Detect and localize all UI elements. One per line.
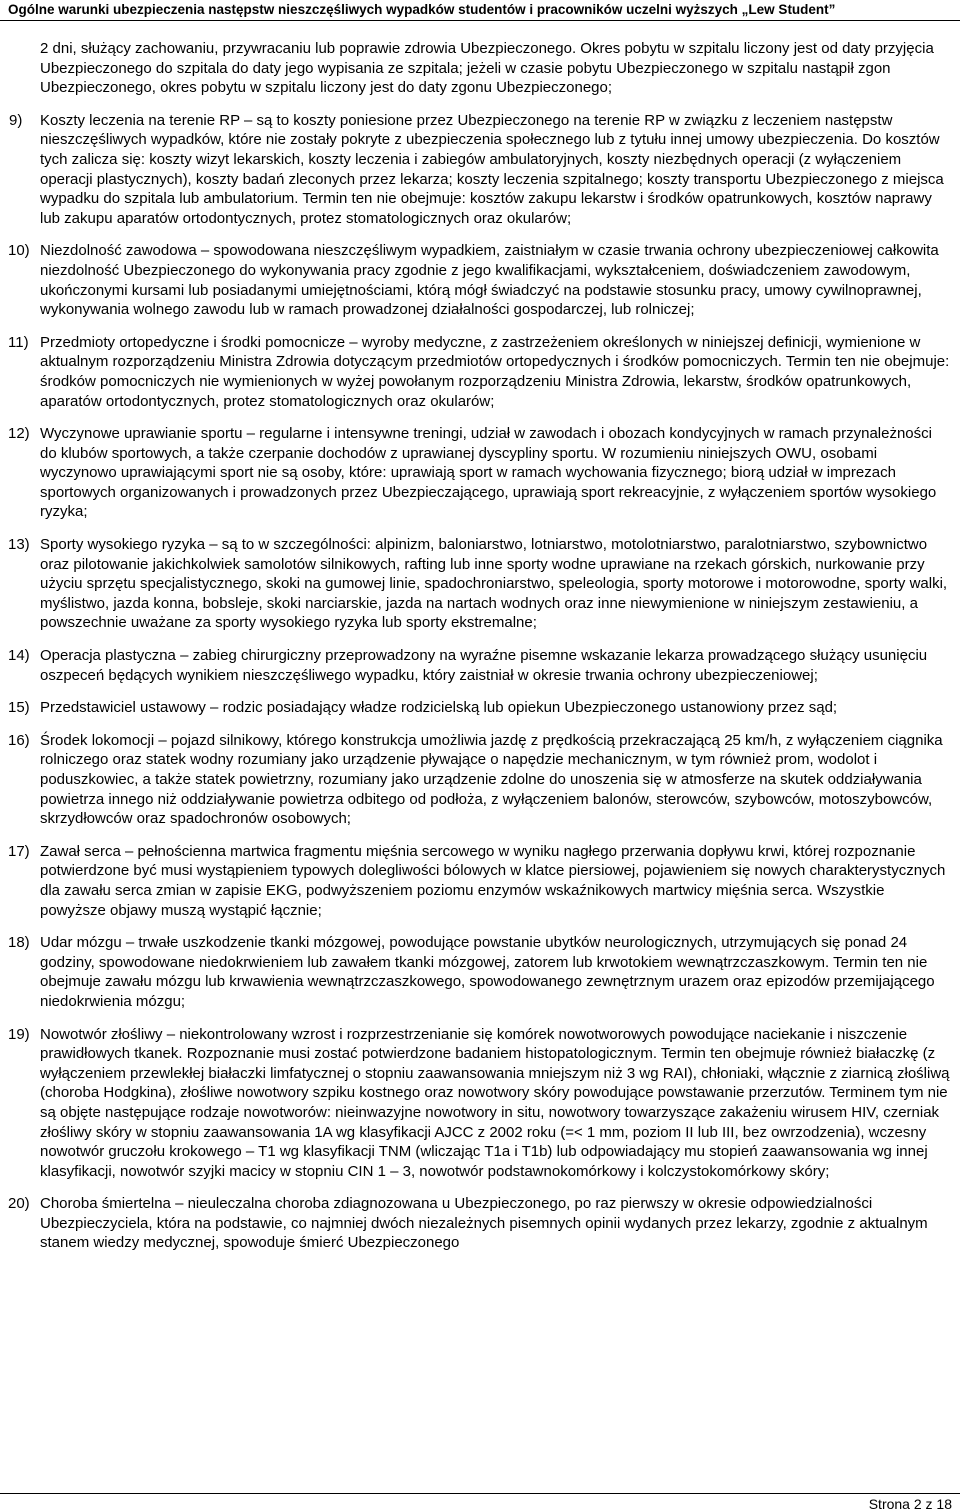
definition-text: Zawał serca – pełnościenna martwica fragmentu mięśnia sercowego w wyniku nagłego przerwania dopływu krwi, której rozpoznanie potwierdzone być musi wystąpieniem typowych dolegliwości bólowych w klatce piersiowej, pojawieniem się nowych charakterystycznych dla zawału serca zmian w zapisie EKG, podwyższeniem poziomu enzymów wskaźnikowych martwicy mięśnia serca. Wszystkie powyższe objawy muszą wystąpić łącznie; [40, 842, 946, 919]
definition-number: 20) [8, 1195, 30, 1213]
definition-item [9, 111, 952, 229]
definition-item [8, 731, 952, 829]
definition-item [8, 1194, 952, 1253]
definition-item [8, 241, 952, 319]
definition-number: 16) [8, 731, 30, 749]
definition-number: 19) [8, 1025, 30, 1043]
definition-number: 11) [8, 333, 29, 351]
definition-text: Wyczynowe uprawianie sportu – regularne i intensywne treningi, udział w zawodach i obozach kondycyjnych w ramach przynależności do klubów sportowych, a także czerpanie dochodów z uprawianej dyscypliny sportu. W rozumieniu niniejszych OWU, osobami wyczynowo uprawiającymi sport nie są osoby, które: uprawiają sport w ramach wychowania fizycznego; biorą udział w imprezach sportowych organizowanych i prowadzonych przez Ubezpieczającego, uprawiają sport rekreacyjnie, z wyłączeniem sportów wysokiego ryzyka; [40, 425, 937, 521]
definition-number: 13) [8, 536, 30, 554]
definition-text: Udar mózgu – trwałe uszkodzenie tkanki mózgowej, powodujące powstanie ubytków neurologicznych, utrzymujących się ponad 24 godziny, spowodowane niedokrwieniem lub zawałem tkanki mózgowej, zatorem lub krwotokiem wewnątrzczaszkowym. Termin ten nie obejmuje zawału mózgu lub krwawienia wewnątrzczaszkowego, spowodowanego zewnętrznym urazem oraz epizodów przemijającego niedokrwienia mózgu; [40, 934, 935, 1010]
definition-item [8, 424, 952, 522]
definition-text: Środek lokomocji – pojazd silnikowy, którego konstrukcja umożliwia jazdę z prędkością przekraczającą 25 km/h, z wyłączeniem ciągnika rolniczego oraz statek wodny rozumiany jako urządzenie pływające o napędzie mechanicznym, w tym również prom, wodolot i poduszkowiec, a także statek powietrzny, rozumiany jako urządzenie zdolne do unoszenia się w atmosferze na skutek oddziaływania powietrza innego niż oddziaływanie powietrza odbitego od podłoża, z wyłączeniem balonów, sterowców, szybowców, motoszybowców, skrzydłowców oraz spadochronów osobowych; [40, 731, 943, 828]
definition-number: 17) [8, 842, 30, 860]
definition-number: 12) [8, 425, 30, 443]
definition-item [8, 698, 952, 718]
definition-item [8, 535, 952, 633]
page-header [0, 0, 960, 21]
intro-paragraph: 2 dni, służący zachowaniu, przywracaniu lub poprawie zdrowia Ubezpieczonego. Okres pobytu w szpitalu liczony jest od daty przyjęcia Ubezpieczonego do szpitala do daty jego wypisania ze szpitala; jeżeli w czasie pobytu Ubezpieczonego w szpitalu nastąpił zgon Ubezpieczonego, okres pobytu w szpitalu liczony jest do daty zgonu Ubezpieczonego; [40, 40, 934, 97]
definition-item [8, 333, 952, 411]
page-footer [0, 1493, 960, 1512]
definition-item [8, 933, 952, 1011]
definitions-list [8, 111, 952, 1253]
definition-text: Przedstawiciel ustawowy – rodzic posiadający władze rodzicielską lub opiekun Ubezpieczonego ustanowiony przez sąd; [40, 699, 838, 717]
definition-number: 18) [8, 934, 30, 952]
definition-number: 9) [9, 111, 23, 129]
definition-text: Operacja plastyczna – zabieg chirurgiczny przeprowadzony na wyraźne pisemne wskazanie lekarza prowadzącego służący usunięciu oszpeceń będących wynikiem nieszczęśliwego wypadku, który zaistniał w okresie trwania ochrony ubezpieczeniowej; [40, 647, 928, 684]
document-title: Ogólne warunki ubezpieczenia następstw nieszczęśliwych wypadków studentów i pracowników uczelni wyższych „Lew Student” [8, 2, 836, 17]
definition-number: 15) [8, 699, 30, 717]
definition-text: Choroba śmiertelna – nieuleczalna choroba zdiagnozowana u Ubezpieczonego, po raz pierwszy w okresie odpowiedzialności Ubezpieczyciela, która na podstawie, co najmniej dwóch niezależnych pisemnych opinii wydanych przez lekarzy, zgodnie z aktualnym stanem wiedzy medycznej, spowoduje śmierć Ubezpieczonego [40, 1195, 928, 1252]
definition-text: Sporty wysokiego ryzyka – są to w szczególności: alpinizm, baloniarstwo, lotniarstwo, motolotniarstwo, paralotniarstwo, szybownictwo oraz pilotowanie jakichkolwiek samolotów silnikowych, rafting lub inne sporty wodne uprawiane na rzekach górskich, nurkowanie przy użyciu sprzętu specjalistycznego, skoki na gumowej linie, spadochroniarstwo, speleologia, sporty motorowe i motorowodne, sporty walki, myślistwo, jazda konna, bobsleje, skoki narciarskie, jazda na nartach wodnych oraz inne niewymienione w niniejszym zestawieniu, a powszechnie uważane za sporty wysokiego ryzyka lub sporty ekstremalne; [40, 536, 948, 632]
definition-item [8, 842, 952, 920]
definition-item [8, 646, 952, 685]
definition-text: Przedmioty ortopedyczne i środki pomocnicze – wyroby medyczne, z zastrzeżeniem określonych w niniejszej definicji, wymienione w aktualnym rozporządzeniu Ministra Zdrowia dotyczącym przedmiotów ortopedycznych i środków pomocniczych. Termin ten nie obejmuje: środków pomocniczych nie wymienionych w wyżej powołanym rozporządzeniu Ministra Zdrowia, lekarstw, środków opatrunkowych, aparatów ortodontycznych, protez stomatologicznych oraz okularów; [40, 333, 950, 410]
definition-number: 14) [8, 647, 30, 665]
definition-text: Koszty leczenia na terenie RP – są to koszty poniesione przez Ubezpieczonego na terenie RP w związku z leczeniem następstw nieszczęśliwych wypadków, które nie zostały pokryte z ubezpieczenia społecznego lub z tytułu innej umowy ubezpieczenia. Do kosztów tych zalicza się: koszty wizyt lekarskich, koszty leczenia i zabiegów ambulatoryjnych, koszty niezbędnych operacji (z wyłączeniem operacji plastycznych), koszty badań zleconych przez lekarza; koszty leczenia szpitalnego; koszty transportu Ubezpieczonego z miejsca wypadku do szpitala lub ambulatorium. Termin ten nie obejmuje: kosztów zakupu lekarstw i środków opatrunkowych, kosztów naprawy lub zakupu aparatów ortodontycznych, protez stomatologicznych oraz okularów; [40, 111, 944, 227]
definition-text: Nowotwór złośliwy – niekontrolowany wzrost i rozprzestrzenianie się komórek nowotworowych powodujące naciekanie i niszczenie prawidłowych tkanek. Rozpoznanie musi zostać potwierdzone badaniem histopatologicznym. Termin ten obejmuje również białaczkę (z wyłączeniem przewlekłej białaczki limfatycznej o stopniu zaawansowania mniejszym niż 3 wg RAI), chłoniaki, włącznie z ziarnicą złośliwą (choroba Hodgkina), złośliwe nowotwory szpiku kostnego oraz nowotwory skóry powodujące powstawanie przerzutów. Terminem tym nie są objęte następujące rodzaje nowotworów: nieinwazyjne nowotwory in situ, nowotwory towarzyszące zakażeniu wirusem HIV, czerniak złośliwy skóry w stopniu zaawansowania 1A wg klasyfikacji AJCC z 2002 roku (=< 1 mm, poziom II lub III, bez owrzodzenia), wczesny nowotwór gruczołu krokowego – T1 wg klasyfikacji TNM (wliczając T1a i T1b) lub odpowiadający mu stopień zaawansowania wg innej klasyfikacji, nowotwór szyjki macicy w stopniu CIN 1 – 3, nowotwór podstawnokomórkowy i kolczystokomórkowy skóry; [40, 1025, 950, 1180]
document-body [8, 39, 952, 1266]
page-number: Strona 2 z 18 [868, 1496, 952, 1512]
definition-item [8, 1025, 952, 1182]
definition-number: 10) [8, 242, 30, 260]
definition-text: Niezdolność zawodowa – spowodowana nieszczęśliwym wypadkiem, zaistniałym w czasie trwania ochrony ubezpieczeniowej całkowita niezdolność Ubezpieczonego do wykonywania pracy zgodnie z jego kwalifikacjami, wykształceniem, doświadczeniem zawodowym, ukończonymi kursami lub posiadanymi umiejętnościami, którą mógł świadczyć na podstawie stosunku pracy, umowy cywilnoprawnej, wykonywania wolnego zawodu lub w ramach prowadzonej działalności gospodarczej, lub rolniczej; [40, 242, 939, 319]
